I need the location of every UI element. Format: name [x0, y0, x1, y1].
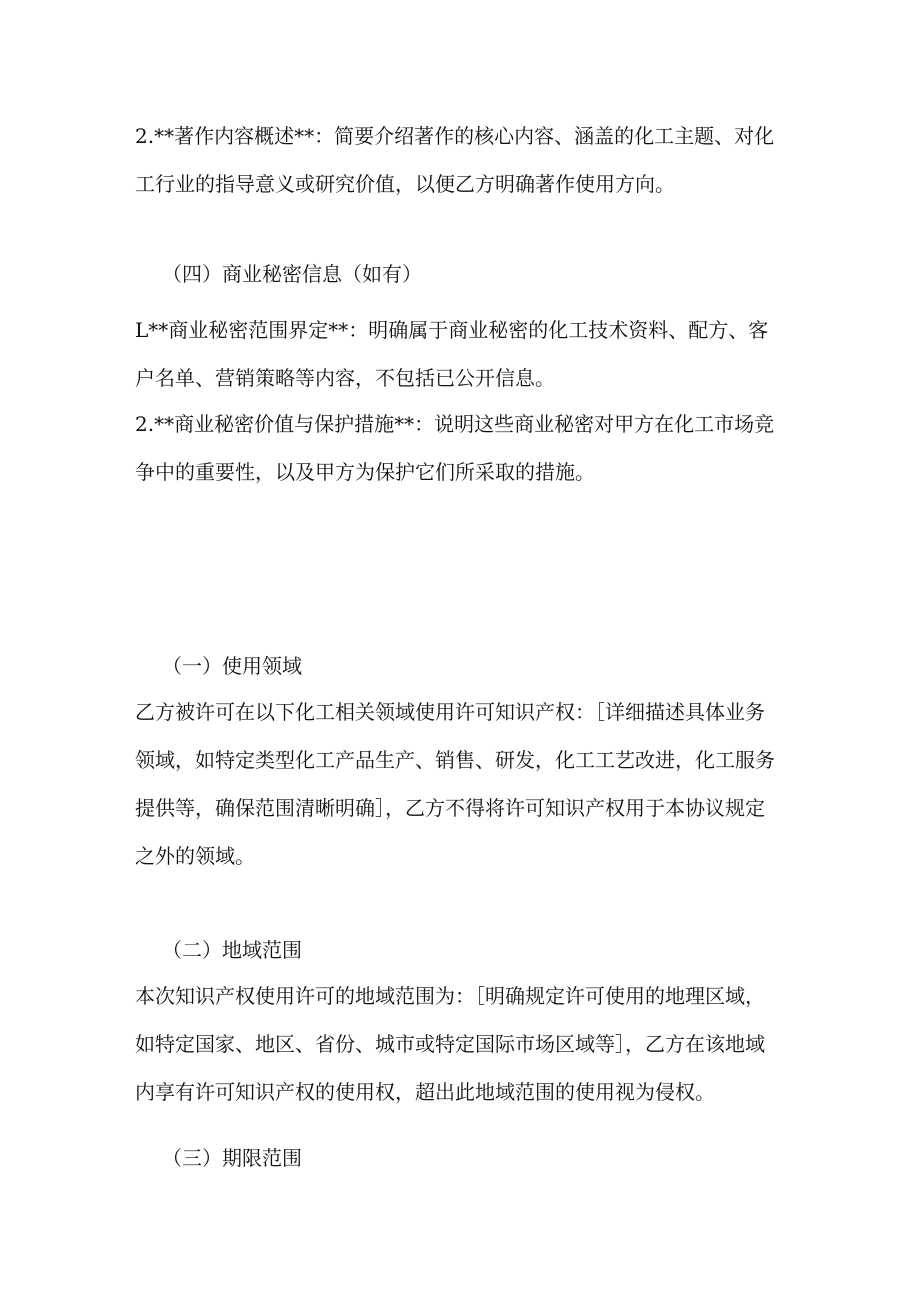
text-line: L**商业秘密范围界定**：明确属于商业秘密的化工技术资料、配方、客 [135, 318, 769, 342]
text-line: 领域，如特定类型化工产品生产、销售、研发，化工工艺改进，化工服务 [135, 748, 775, 772]
text-line: 内享有许可知识产权的使用权，超出此地域范围的使用视为侵权。 [135, 1080, 715, 1104]
section-heading-field-of-use: （一）使用领域 [162, 654, 302, 678]
text-line: 之外的领域。 [135, 844, 255, 868]
section-heading-territory: （二）地域范围 [162, 938, 302, 962]
text-line: 2.**商业秘密价值与保护措施**：说明这些商业秘密对甲方在化工市场竞 [135, 412, 775, 436]
paragraph-territory [135, 972, 785, 1116]
text-line: 本次知识产权使用许可的地域范围为：［明确规定许可使用的地理区域， [135, 984, 765, 1008]
text-line: 户名单、营销策略等内容，不包括已公开信息。 [135, 366, 555, 390]
text-line: 2.**著作内容概述**：简要介绍著作的核心内容、涵盖的化工主题、对化 [135, 124, 775, 148]
text-line: 如特定国家、地区、省份、城市或特定国际市场区域等］，乙方在该地域 [135, 1032, 765, 1056]
paragraph-trade-secret-value [135, 400, 785, 496]
text-line: 提供等，确保范围清晰明确］，乙方不得将许可知识产权用于本协议规定 [135, 796, 765, 820]
section-heading-term: （三）期限范围 [162, 1146, 302, 1170]
section-heading-trade-secret-info: （四）商业秘密信息（如有） [162, 262, 422, 286]
text-line: 工行业的指导意义或研究价值，以便乙方明确著作使用方向。 [135, 172, 675, 196]
text-line: 争中的重要性，以及甲方为保护它们所采取的措施。 [135, 460, 595, 484]
text-line: 乙方被许可在以下化工相关领域使用许可知识产权：［详细描述具体业务 [135, 700, 765, 724]
paragraph-field-of-use [135, 688, 785, 880]
paragraph-trade-secret-scope [135, 306, 785, 402]
paragraph-work-content-overview [135, 112, 785, 208]
